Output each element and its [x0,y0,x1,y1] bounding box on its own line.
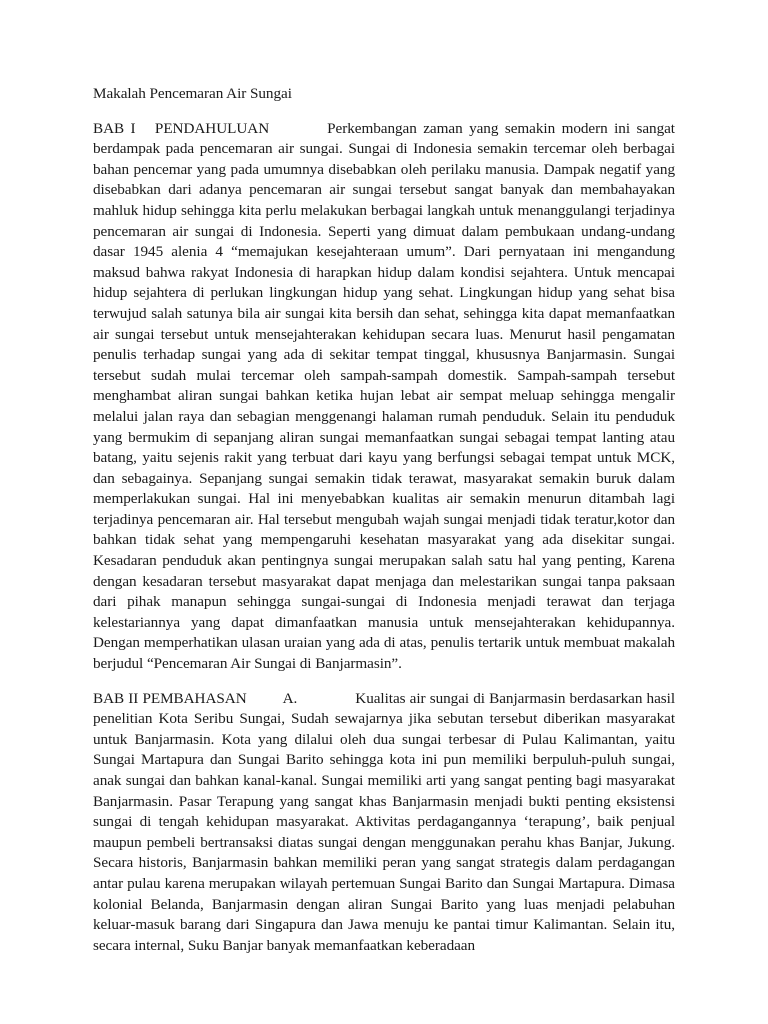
bab2-heading: BAB II PEMBAHASAN [93,689,247,707]
bab1-heading: BAB I PENDAHULUAN [93,119,270,137]
document-page [93,84,675,970]
bab2-paragraph [93,689,675,957]
bab1-text: Perkembangan zaman yang semakin modern ini sangat berdampak pada pencemaran air sungai. Sungai di Indonesia semakin tercemar oleh berbagai bahan pencemar yang pada umumnya disebabkan oleh perilaku manusia. Dampak negatif yang disebabkan dari adanya pencemaran air sungai tersebut sangat banyak dan membahayakan mahluk hidup sehingga kita perlu melakukan berbagai langkah untuk menanggulangi terjadinya pencemaran air sungai di Indonesia. Seperti yang dimuat dalam pembukaan undang-undang dasar 1945 alenia 4 “memajukan kesejahteraan umum”. Dari pernyataan ini mengandung maksud bahwa rakyat Indonesia di harapkan hidup dalam kondisi sejahtera. Untuk mencapai hidup sejahtera di perlukan lingkungan hidup yang sehat. Lingkungan hidup yang sehat bisa terwujud salah satunya bila air sungai kita bersih dan sehat, sehingga kita dapat memanfaatkan air sungai tersebut untuk mensejahterakan kehidupan secara luas. Menurut hasil pengamatan penulis terhadap sungai yang ada di sekitar tempat tinggal, khususnya Banjarmasin. Sungai tersebut sudah mulai tercemar oleh sampah-sampah domestik. Sampah-sampah tersebut menghambat aliran sungai bahkan ketika hujan lebat air sempat meluap sehingga mengalir melalui jalan raya dan sebagian menggenangi halaman rumah penduduk. Selain itu penduduk yang bermukim di sepanjang aliran sungai memanfaatkan sungai sebagai tempat lanting atau batang, yaitu sejenis rakit yang terbuat dari kayu yang berfungsi sebagai tempat untuk MCK, dan sebagainya. Sepanjang sungai semakin tidak terawat, masyarakat semakin buruk dalam memperlakukan sungai. Hal ini menyebabkan kualitas air semakin menurun ditambah lagi terjadinya pencemaran air. Hal tersebut mengubah wajah sungai menjadi tidak teratur,kotor dan bahkan tidak sehat yang mempengaruhi kesehatan masyarakat yang ada disekitar sungai. Kesadaran penduduk akan pentingnya sungai merupakan salah satu hal yang penting, Karena dengan kesadaran tersebut masyarakat dapat menjaga dan melestarikan sungai tanpa paksaan dari pihak manapun sehingga sungai-sungai di Indonesia menjadi terawat dan terjaga kelestariannya yang dapat dimanfaatkan manusia untuk mensejahterakan kehidupannya. Dengan memperhatikan ulasan uraian yang ada di atas, penulis tertarik untuk membuat makalah berjudul “Pencemaran Air Sungai di Banjarmasin”. [93,119,675,673]
bab1-paragraph [93,119,675,675]
bab2-text: Kualitas air sungai di Banjarmasin berdasarkan hasil penelitian Kota Seribu Sungai, Sudah sewajarnya jika sebutan tersebut diberikan masyarakat untuk Banjarmasin. Kota yang dilalui oleh dua sungai terbesar di Pulau Kalimantan, yaitu Sungai Martapura dan Sungai Barito sehingga kota ini pun memiliki berpuluh-puluh sungai, anak sungai dan bahkan kanal-kanal. Sungai memiliki arti yang sangat penting bagi masyarakat Banjarmasin. Pasar Terapung yang sangat khas Banjarmasin menjadi bukti penting eksistensi sungai di tengah kehidupan masyarakat. Aktivitas perdagangannya ‘terapung’, baik penjual maupun pembeli bertransaksi diatas sungai dengan menggunakan perahu khas Banjar, Jukung. Secara historis, Banjarmasin bahkan memiliki peran yang sangat strategis dalam perdagangan antar pulau karena merupakan wilayah pertemuan Sungai Barito dan Sungai Martapura. Dimasa kolonial Belanda, Banjarmasin dengan aliran Sungai Barito yang luas menjadi pelabuhan keluar-masuk barang dari Singapura dan Jawa menuju ke pantai timur Kalimantan. Selain itu, secara internal, Suku Banjar banyak memanfaatkan keberadaan [93,689,675,954]
document-title: Makalah Pencemaran Air Sungai [93,85,292,102]
bab2-subheading: A. [282,689,298,707]
